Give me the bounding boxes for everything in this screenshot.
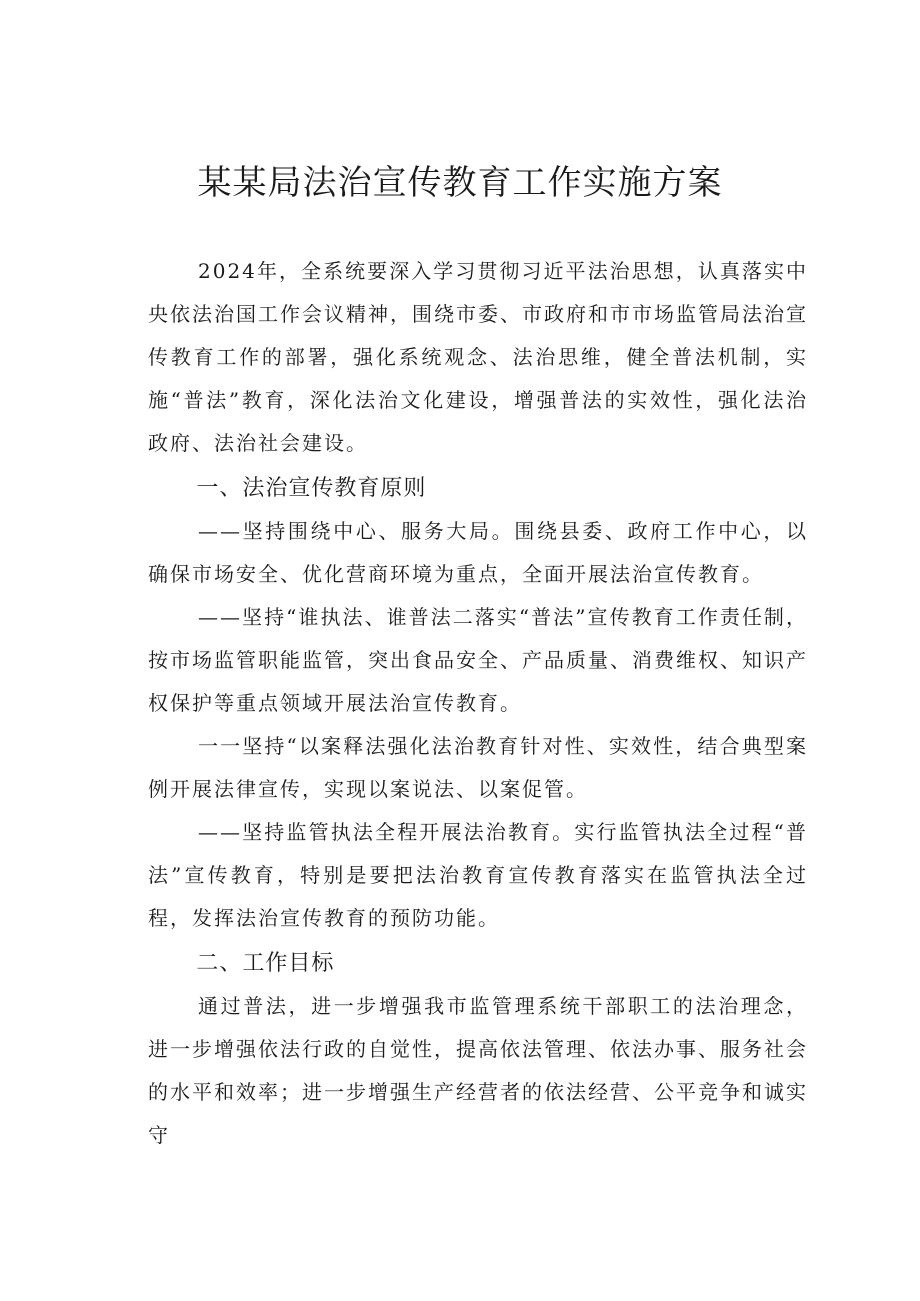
section-heading-principles: 一、法治宣传教育原则 [196,476,427,501]
principle-paragraph: 一一坚持“以案释法强化法治教育针对性、实效性，结合典型案例开展法律宣传，实现以案说法、以案促管。 [148,734,808,801]
document-title: 某某局法治宣传教育工作实施方案 [197,163,723,203]
principle-paragraph: ——坚持监管执法全程开展法治教育。实行监管执法全过程“普法”宣传教育，特别是要把法治教育宣传教育落实在监管执法全过程，发挥法治宣传教育的预防功能。 [148,820,808,930]
principle-paragraph: ——坚持“谁执法、谁普法二落实“普法”宣传教育工作责任制，按市场监管职能监管，突出食品安全、产品质量、消费维权、知识产权保护等重点领域开展法治宣传教育。 [148,605,808,715]
section-heading-goals: 二、工作目标 [196,951,335,976]
goal-paragraph: 通过普法，进一步增强我市监管理系统干部职工的法治理念，进一步增强依法行政的自觉性，提高依法管理、依法办事、服务社会的水平和效率；进一步增强生产经营者的依法经营、公平竞争和诚实守 [148,994,808,1147]
principle-paragraph: ——坚持围绕中心、服务大局。围绕县委、政府工作中心，以确保市场安全、优化营商环境为重点，全面开展法治宣传教育。 [148,519,808,586]
intro-paragraph: 2024年，全系统要深入学习贯彻习近平法治思想，认真落实中央依法治国工作会议精神，围绕市委、市政府和市市场监管局法治宣传教育工作的部署，强化系统观念、法治思维，健全普法机制，实施“普法”教育，深化法治文化建设，增强普法的实效性，强化法治政府、法治社会建设。 [148,259,808,455]
document-body [148,250,808,1157]
